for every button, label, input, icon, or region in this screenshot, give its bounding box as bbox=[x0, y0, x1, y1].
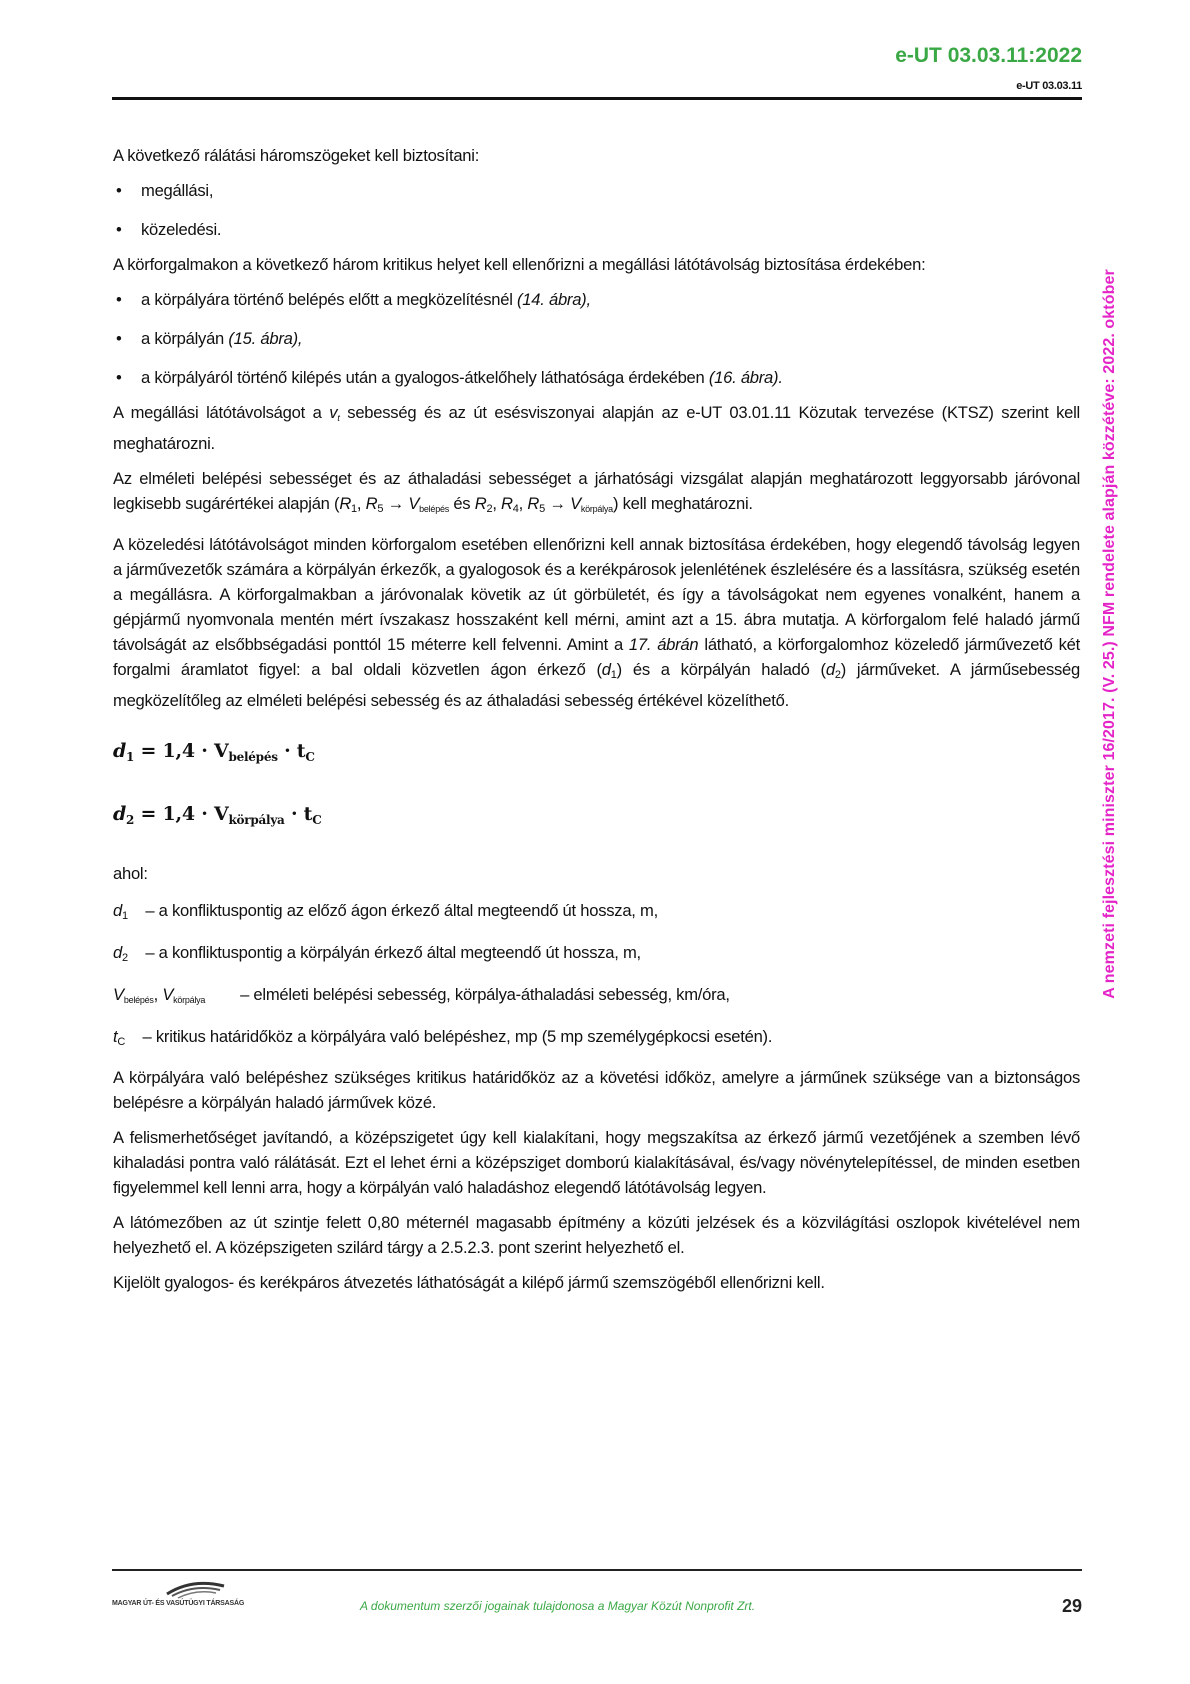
definition-d1: d1 – a konfliktuspontig az előző ágon érkező által megteendő út hossza, m, bbox=[113, 901, 658, 922]
paragraph-central-island: A felismerhetőséget javítandó, a középszigetet úgy kell kialakítani, hogy megszakítsa az érkező jármű vezetőjének a szemben lévő kihaladási pontra való rálátását. Ezt el lehet érni a középsziget domború kialakításával, és/vagy növénytelepítéssel, de minden esetben figyelemmel kell lenni arra, hogy a körpályán való haladáshoz elegendő látótávolság legyen. bbox=[113, 1128, 1080, 1197]
paragraph-stopping-distance: A megállási látótávolságot a vt sebesség és az út esésviszonyai alapján az e-UT 03.01.11 Közutak tervezése (KTSZ) szerint kell meghatározni. bbox=[113, 403, 1080, 453]
publication-side-note: A nemzeti fejlesztési miniszter 16/2017. (V. 25.) NFM rendelete alapján közzétéve: 2022. október bbox=[1101, 269, 1118, 999]
bullet-icon: • bbox=[116, 329, 122, 348]
footer-divider bbox=[112, 1569, 1082, 1571]
copyright-notice: A dokumentum szerzői jogainak tulajdonosa a Magyar Közút Nonprofit Zrt. bbox=[360, 1599, 756, 1613]
bullet-icon: • bbox=[116, 290, 122, 309]
paragraph-critical-places: A körforgalmakon a következő három kritikus helyet kell ellenőrizni a megállási látótávolság biztosítása érdekében: bbox=[113, 255, 926, 274]
paragraph-critical-gap: A körpályára való belépéshez szükséges kritikus határidőköz az a követési időköz, amelyre a járműnek szüksége van a biztonságos belépésre a körpályán haladó járművek közé. bbox=[113, 1068, 1080, 1112]
definition-tc: tC – kritikus határidőköz a körpályára való belépéshez, mp (5 mp személygépkocsi esetén). bbox=[113, 1027, 773, 1048]
document-code: e-UT 03.03.11:2022 bbox=[895, 44, 1082, 67]
bullet-icon: • bbox=[116, 368, 122, 387]
paragraph-crossing-visibility: Kijelölt gyalogos- és kerékpáros átvezetés láthatóságát a kilépő jármű szemszögéből ellenőrizni kell. bbox=[113, 1273, 825, 1292]
bullet-item: • a körpályán (15. ábra), bbox=[113, 326, 1080, 351]
association-logo-text: MAGYAR ÚT- ÉS VASÚTÜGYI TÁRSASÁG bbox=[112, 1600, 245, 1607]
paragraph-approach-sight-distance: A közeledési látótávolságot minden körforgalom esetében ellenőrizni kell annak biztosítása érdekében, hogy elegendő távolság legyen a járművezetők számára a körpályán érkezők, a gyalogosok és a kerékpárosok jelenlétének észlelésére és a lassításra, szükség esetén a megállásra. A körforgalmakban a járóvonalak követik az út görbületét, és így a távolságokat nem egyenes vonalként, hanem a gépjármű nyomvonala mentén mért ívszakasz hosszaként kell mérni, amint azt a 15. ábra mutatja. A körforgalom felé haladó jármű távolságát az elsőbbségadási ponttól 15 méterre kell felvenni. Amint a 17. ábrán látható, a körforgalomhoz közeledő járművezető két forgalmi áramlatot figyel: a bal oldali közvetlen ágon érkező (d1) és a körpályán haladó (d2) járműveket. A járműsebesség megközelítőleg az elméleti belépési sebesség és az áthaladási sebesség értékével közelíthető. bbox=[113, 535, 1080, 710]
bullet-item: • közeledési. bbox=[113, 217, 1080, 242]
document-subcode: e-UT 03.03.11 bbox=[1016, 80, 1082, 92]
figure-reference: 17. ábrán bbox=[628, 635, 699, 654]
formula-d2: $d_2 = 1,4 \cdot V_{körpálya} \cdot t_C$ bbox=[113, 803, 322, 827]
page-number: 29 bbox=[1061, 1596, 1082, 1616]
paragraph-intro: A következő rálátási háromszögeket kell biztosítani: bbox=[113, 146, 480, 165]
paragraph-obstructions: A látómezőben az út szintje felett 0,80 méternél magasabb építmény a közúti jelzések és a közvilágítási oszlopok kivételével nem helyezhető el. A középszigeten szilárd tárgy a 2.5.2.3. pont szerint helyezhető el. bbox=[113, 1213, 1080, 1257]
paragraph-entry-speed: Az elméleti belépési sebességet és az áthaladási sebességet a járhatósági vizsgálat alapján meghatározott leggyorsabb járóvonal legkisebb sugárértékei alapján (R1, R5 → Vbelépés és R2, R4, R5 → Vkörpálya) kell meghatározni. bbox=[113, 469, 1080, 515]
bullet-item: • a körpályáról történő kilépés után a gyalogos-átkelőhely láthatósága érdekében (16. ábra). bbox=[113, 365, 1080, 390]
bullet-icon: • bbox=[116, 181, 122, 200]
definition-v: Vbelépés, Vkörpálya – elméleti belépési sebesség, körpálya-áthaladási sebesség, km/óra, bbox=[113, 985, 730, 1005]
definition-d2: d2 – a konfliktuspontig a körpályán érkező által megteendő út hossza, m, bbox=[113, 943, 641, 964]
figure-reference: (16. ábra). bbox=[708, 368, 783, 387]
bullet-item: • a körpályára történő belépés előtt a megközelítésnél (14. ábra), bbox=[113, 287, 1080, 312]
page-body bbox=[113, 143, 1080, 1305]
figure-reference: (14. ábra), bbox=[517, 290, 591, 309]
header-divider bbox=[112, 97, 1082, 100]
formula-d1: $d_1 = 1,4 \cdot V_{belépés} \cdot t_C$ bbox=[113, 740, 315, 764]
bullet-icon: • bbox=[116, 220, 122, 239]
bullet-item: • megállási, bbox=[113, 178, 1080, 203]
where-label: ahol: bbox=[113, 864, 148, 883]
figure-reference: (15. ábra), bbox=[228, 329, 303, 348]
